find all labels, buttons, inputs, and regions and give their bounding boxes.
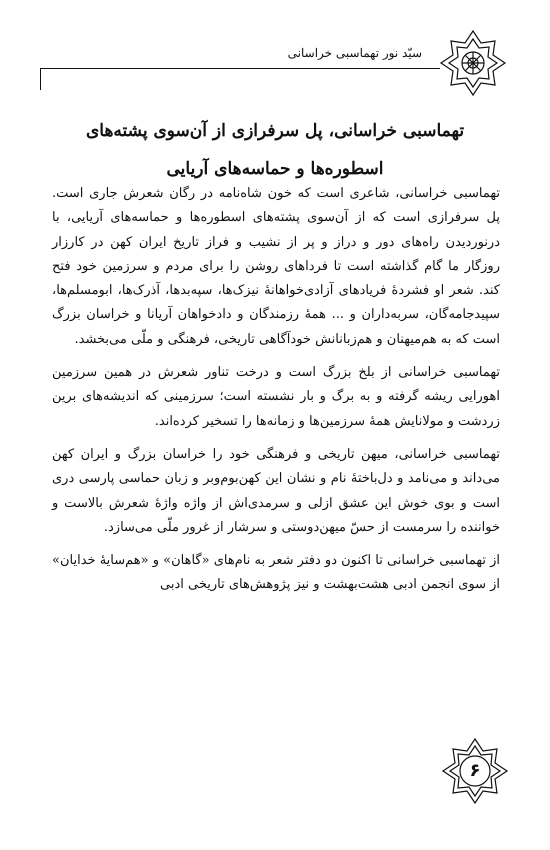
page-number: ۶ bbox=[469, 760, 481, 781]
header-rule bbox=[40, 68, 440, 69]
paragraph: از تهماسبی خراسانی تا اکنون دو دفتر شعر به نام‌های «گاهان» و «هم‌سایهٔ خدایان» از سوی انجمن ادبی هشت‌بهشت و نیز پژوهش‌های تاریخی ادبی bbox=[52, 553, 500, 593]
ornament-top-icon bbox=[438, 28, 508, 98]
paragraph: تهماسبی خراسانی از بلخ بزرگ است و درخت تناور شعرش در همین سرزمین اهورایی ریشه گرفته و به برگ و بار نشسته است؛ سرزمینی که اندیشه‌های برین زردشت و مولانایش همهٔ سرزمین‌ها و زمانه‌ها را تسخیر کرده‌اند. bbox=[52, 365, 500, 429]
paragraph: تهماسبی خراسانی، شاعری است که خون شاه‌نامه در رگان شعرش جاری است. پل سرفرازی است که از آن‌سوی پشته‌های اسطوره‌ها و حماسه‌های آریایی، با درنوردیدن راه‌های دور و دراز و پر از نشیب و فراز تاریخ ایران کهن در کارزار روزگار ما گام گذاشته است تا فرداهای روشن را برای مردم و سرزمین خود فتح کند. شعر او فشردهٔ فریادهای آزادی‌خواهانهٔ نیزک‌ها، سپه‌بدها، آذرک‌ها، ابومسلم‌ها، سپیدجامه‌گان، سربه‌داران و ... همهٔ رزمندگان و دادخواهان آریانا و خراسان بزرگ است که به هم‌میهنان و هم‌زبانانش خودآگاهی تاریخی، فرهنگی و ملّی می‌بخشد. bbox=[52, 186, 500, 347]
body-text bbox=[52, 182, 500, 607]
chapter-title-line-2: اسطوره‌ها و حماسه‌های آریایی bbox=[166, 159, 384, 179]
running-title: سیّد نور تهماسبی خراسانی bbox=[287, 46, 422, 60]
chapter-title-line-1: تهماسبی خراسانی، پل سرفرازی از آن‌سوی پشته‌های bbox=[85, 121, 465, 141]
chapter-title bbox=[60, 112, 490, 188]
header-rule-tick bbox=[40, 68, 41, 90]
paragraph: تهماسبی خراسانی، میهن تاریخی و فرهنگی خود را خراسان بزرگ و ایران کهن می‌داند و می‌نامد و دل‌باختهٔ نام و نشان این کهن‌بوم‌وبر و زبان حماسی پارسی دری است و بوی خوش این عشق ازلی و سرمدی‌اش از واژه واژهٔ شعرش بالاست و خواننده را سرمست از حسّ میهن‌دوستی و سرشار از غرور ملّی می‌سازد. bbox=[52, 446, 500, 535]
running-header bbox=[40, 40, 428, 70]
